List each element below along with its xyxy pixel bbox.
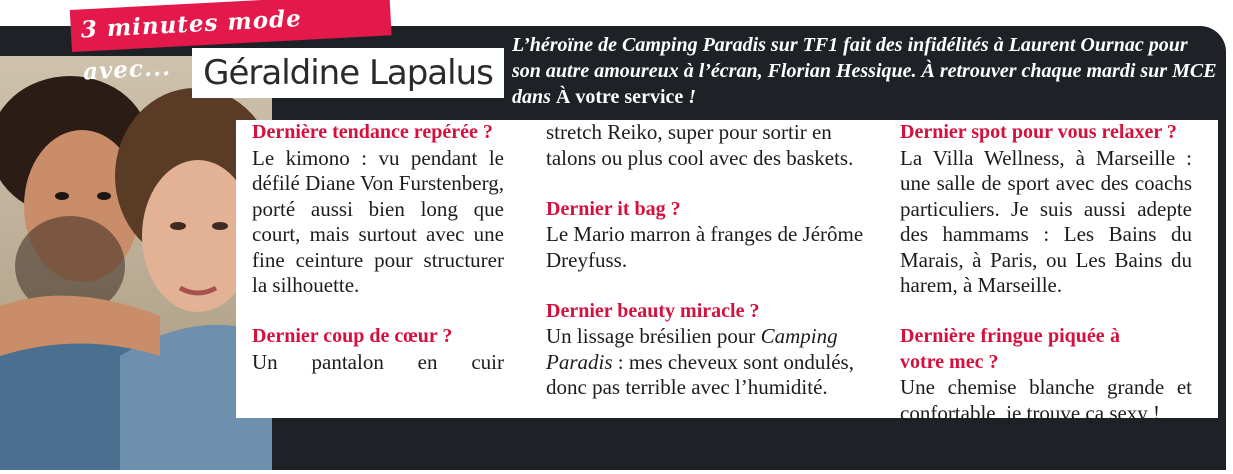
person-name: Géraldine Lapalus: [192, 48, 504, 98]
question-heading: Dernier spot pour vous relaxer ?: [900, 121, 1177, 143]
column-1: [252, 120, 504, 375]
show-name: À votre service: [555, 86, 684, 108]
question-heading: Dernier it bag ?: [546, 197, 681, 220]
couple-photo: [0, 56, 272, 470]
question-heading: Dernière fringue piquée à votre mec ?: [900, 325, 1120, 373]
answer-text: Le kimono : vu pendant le défilé Diane Von Furstenberg, porté aussi bien long que court, mais surtout avec une fine ceinture pour structurer la silhouette.: [252, 145, 504, 297]
column-3: [900, 120, 1192, 426]
intro-part-3: !: [683, 86, 697, 108]
intro-text: [512, 32, 1218, 110]
qa-panel: [236, 120, 1218, 425]
answer-part: Un lissage brésilien pour: [546, 324, 761, 348]
answer-part: : mes cheveux sont ondulés, donc pas terrible avec l’humidité.: [546, 349, 854, 399]
question-heading: Dernière tendance repérée ?: [252, 121, 493, 143]
answer-text: [546, 324, 868, 401]
answer-text: Le Mario marron à franges de Jérôme Dreyfuss.: [546, 222, 864, 272]
section-tag: 3 minutes mode avec...: [70, 0, 392, 52]
answer-text: Un pantalon en cuir: [252, 349, 504, 374]
intro-part-1: L’héroïne de Camping Paradis sur TF1 fait des infidélités à Laurent Ournac pour son autre amoureux à l’écran, Florian Hessique. À retrouver chaque mardi sur MCE dans: [512, 34, 1217, 108]
answer-text: Une chemise blanche grande et confortable, je trouve ça sexy !: [900, 375, 1192, 425]
answer-emphasis: Camping Paradis: [546, 324, 838, 374]
column-2: [546, 120, 868, 401]
question-heading: Dernier beauty miracle ?: [546, 299, 760, 322]
photo-illustration: [0, 56, 272, 470]
question-heading: Dernier coup de cœur ?: [252, 325, 453, 347]
answer-text-continued: stretch Reiko, super pour sortir en talons ou plus cool avec des baskets.: [546, 120, 854, 170]
answer-text: La Villa Wellness, à Marseille : une salle de sport avec des coachs particuliers. Je suis aussi adepte des hammams : Les Bains du Marais, à Paris, ou Les Bains du harem, à Marseille.: [900, 145, 1192, 297]
